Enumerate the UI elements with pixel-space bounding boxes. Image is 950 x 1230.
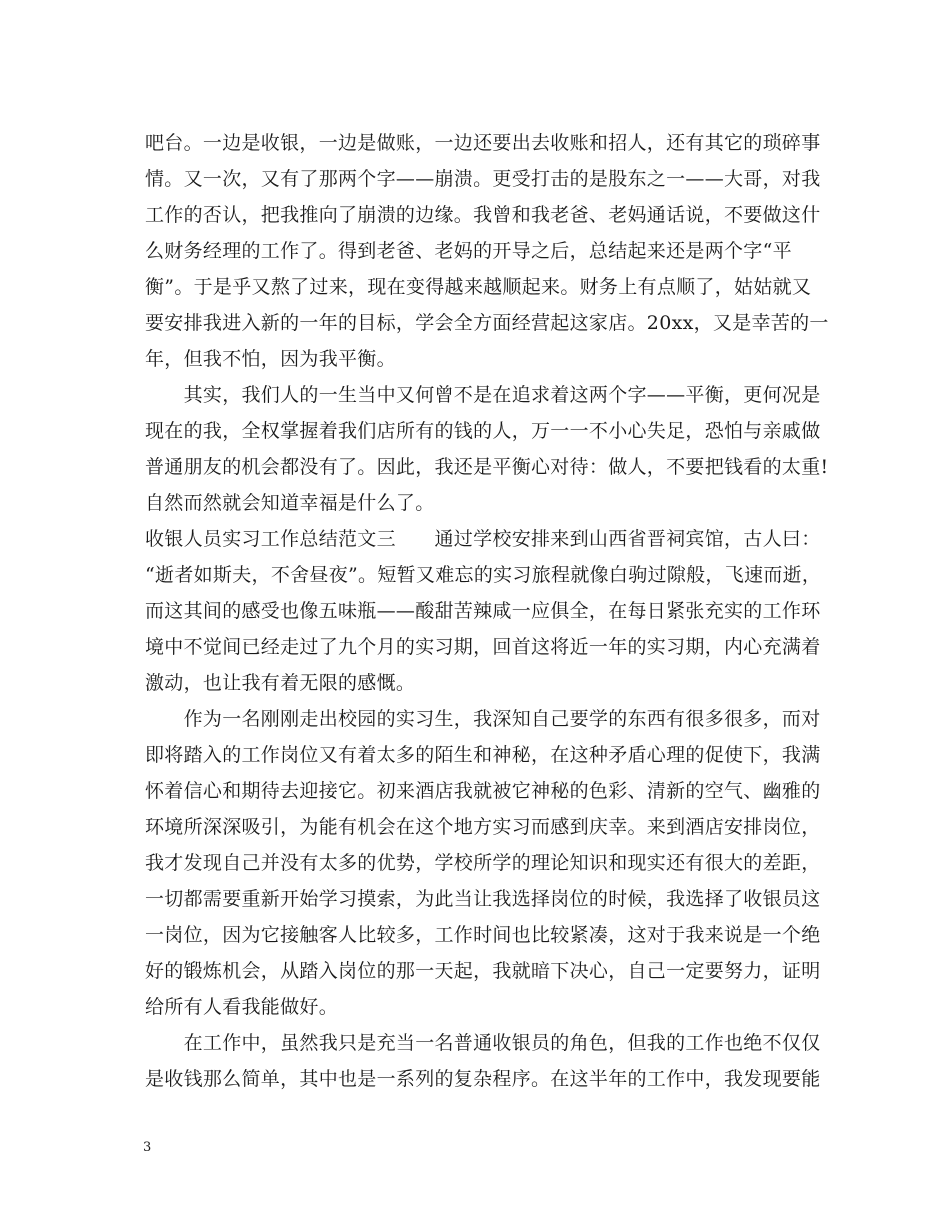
text-line: “逝者如斯夫，不舍昼夜”。短暂又难忘的实习旅程就像白驹过隙般，飞速而逝， (145, 564, 822, 586)
text-line: 吧台。一边是收银，一边是做账，一边还要出去收账和招人，还有其它的琐碎事 (145, 132, 821, 154)
text-line: 即将踏入的工作岗位又有着太多的陌生和神秘，在这种矛盾心理的促使下，我满 (145, 744, 821, 766)
text-line: 工作的否认，把我推向了崩溃的边缘。我曾和我老爸、老妈通话说，不要做这什 (145, 204, 821, 226)
text-line: 么财务经理的工作了。得到老爸、老妈的开导之后，总结起来还是两个字“平 (145, 240, 792, 262)
text-line: 作为一名刚刚走出校园的实习生，我深知自己要学的东西有很多很多，而对 (145, 708, 821, 730)
text-line: 情。又一次，又有了那两个字——崩溃。更受打击的是股东之一——大哥，对我 (145, 168, 821, 190)
text-line: 一岗位，因为它接触客人比较多，工作时间也比较紧凑，这对于我来说是一个绝 (145, 924, 821, 946)
section-heading-line: 收银人员实习工作总结范文三 通过学校安排来到山西省晋祠宾馆，古人曰： (145, 528, 821, 550)
text-line: 激动，也让我有着无限的感慨。 (145, 672, 416, 694)
text-line: 而这其间的感受也像五味瓶——酸甜苦辣咸一应俱全，在每日紧张充实的工作环 (145, 600, 821, 622)
text-line: 自然而然就会知道幸福是什么了。 (145, 492, 435, 514)
page-number: 3 (143, 1140, 152, 1155)
text-line: 衡”。于是乎又熬了过来，现在变得越来越顺起来。财务上有点顺了，姑姑就又 (145, 276, 812, 298)
text-line: 其实，我们人的一生当中又何曾不是在追求着这两个字——平衡，更何况是 (145, 384, 821, 406)
text-line: 普通朋友的机会都没有了。因此，我还是平衡心对待：做人，不要把钱看的太重! (145, 456, 829, 478)
text-line: 好的锻炼机会，从踏入岗位的那一天起，我就暗下决心，自己一定要努力，证明 (145, 960, 821, 982)
text-line: 怀着信心和期待去迎接它。初来酒店我就被它神秘的色彩、清新的空气、幽雅的 (145, 780, 821, 802)
text-line: 一切都需要重新开始学习摸索，为此当让我选择岗位的时候，我选择了收银员这 (145, 888, 821, 910)
text-line: 要安排我进入新的一年的目标，学会全方面经营起这家店。20xx，又是幸苦的一 (145, 312, 829, 334)
text-line: 是收钱那么简单，其中也是一系列的复杂程序。在这半年的工作中，我发现要能 (145, 1068, 821, 1090)
text-line: 境中不觉间已经走过了九个月的实习期，回首这将近一年的实习期，内心充满着 (145, 636, 821, 658)
text-line: 环境所深深吸引，为能有机会在这个地方实习而感到庆幸。来到酒店安排岗位， (145, 816, 821, 838)
text-line: 年，但我不怕，因为我平衡。 (145, 348, 396, 370)
text-line: 现在的我，全权掌握着我们店所有的钱的人，万一一不小心失足，恐怕与亲戚做 (145, 420, 821, 442)
text-line: 我才发现自己并没有太多的优势，学校所学的理论知识和现实还有很大的差距， (145, 852, 821, 874)
text-line: 给所有人看我能做好。 (145, 996, 339, 1018)
text-line: 在工作中，虽然我只是充当一名普通收银员的角色，但我的工作也绝不仅仅 (145, 1032, 821, 1054)
